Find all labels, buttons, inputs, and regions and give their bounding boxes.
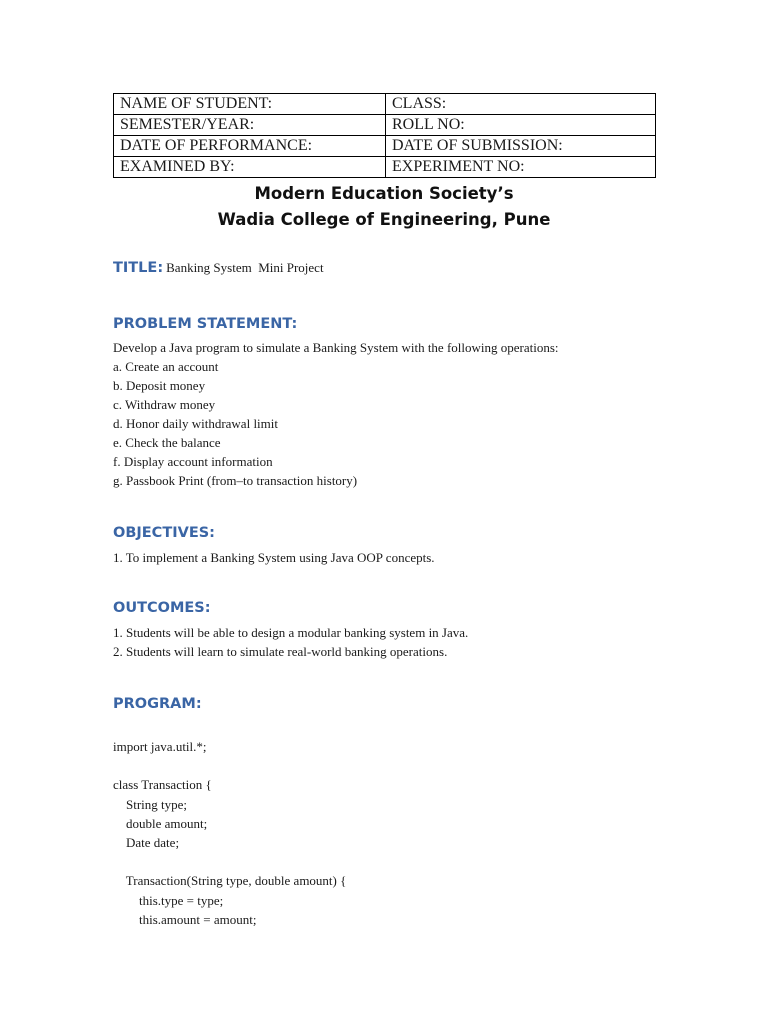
title-value: Banking System Mini Project	[166, 260, 324, 275]
college-society-name: Modern Education Society’s	[254, 184, 514, 203]
info-field-left: EXAMINED BY:	[114, 157, 386, 178]
code-line: double amount;	[113, 815, 208, 831]
objectives-heading: OBJECTIVES:	[113, 525, 215, 541]
objectives-body	[113, 548, 435, 567]
code-line: class Transaction {	[113, 777, 212, 793]
problem-line: g. Passbook Print (from–to transaction history)	[113, 473, 358, 488]
info-field-right: DATE OF SUBMISSION:	[386, 136, 656, 157]
code-line	[113, 852, 346, 871]
program-heading: PROGRAM:	[113, 696, 202, 712]
outcome-line: 2. Students will learn to simulate real-world banking operations.	[113, 644, 448, 659]
outcome-line: 1. Students will be able to design a modular banking system in Java.	[113, 625, 469, 640]
info-table-row	[114, 157, 656, 178]
problem-line: d. Honor daily withdrawal limit	[113, 416, 279, 431]
info-table-row	[114, 115, 656, 136]
info-field-right: CLASS:	[386, 94, 656, 115]
info-table-row	[114, 136, 656, 157]
info-field-left: SEMESTER/YEAR:	[114, 115, 386, 136]
outcomes-heading: OUTCOMES:	[113, 600, 211, 616]
code-line: Transaction(String type, double amount) {	[113, 873, 347, 889]
problem-statement-heading: PROBLEM STATEMENT:	[113, 316, 298, 332]
problem-line: Develop a Java program to simulate a Banking System with the following operations:	[113, 340, 559, 355]
problem-line: f. Display account information	[113, 454, 273, 469]
info-field-right: EXPERIMENT NO:	[386, 157, 656, 178]
problem-line: a. Create an account	[113, 359, 219, 374]
problem-statement-body	[113, 338, 559, 490]
title-label: TITLE:	[113, 260, 164, 276]
code-line: import java.util.*;	[113, 739, 207, 754]
code-line: Date date;	[113, 835, 180, 851]
college-name: Wadia College of Engineering, Pune	[217, 210, 551, 229]
problem-line: c. Withdraw money	[113, 397, 216, 412]
code-line: this.type = type;	[113, 892, 224, 908]
title-row	[113, 259, 324, 277]
info-field-right: ROLL NO:	[386, 115, 656, 136]
program-code	[113, 737, 346, 929]
student-info-table	[113, 93, 656, 178]
code-line: String type;	[113, 796, 188, 812]
objective-line: 1. To implement a Banking System using Java OOP concepts.	[113, 550, 435, 565]
code-line	[113, 756, 346, 775]
problem-line: b. Deposit money	[113, 378, 206, 393]
info-table-row	[114, 94, 656, 115]
info-field-left: DATE OF PERFORMANCE:	[114, 136, 386, 157]
outcomes-body	[113, 623, 468, 661]
info-field-left: NAME OF STUDENT:	[114, 94, 386, 115]
problem-line: e. Check the balance	[113, 435, 221, 450]
code-line: this.amount = amount;	[113, 911, 257, 927]
